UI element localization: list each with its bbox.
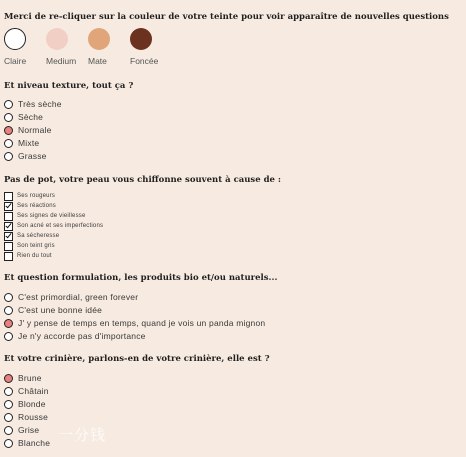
option-label: C'est une bonne idée — [18, 305, 103, 315]
radio-button-selected[interactable] — [4, 126, 13, 135]
texture-option[interactable] — [4, 150, 47, 162]
radio-button[interactable] — [4, 100, 13, 109]
swatch-foncee[interactable] — [130, 28, 172, 66]
radio-button[interactable] — [4, 113, 13, 122]
radio-button[interactable] — [4, 387, 13, 396]
radio-button-selected[interactable] — [4, 319, 13, 328]
concern-option[interactable] — [4, 211, 86, 221]
checkbox-checked[interactable] — [4, 232, 13, 241]
option-label: C'est primordial, green forever — [18, 292, 139, 302]
texture-option[interactable] — [4, 137, 39, 149]
option-label: Mixte — [18, 138, 40, 148]
checkbox[interactable] — [4, 242, 13, 251]
checkbox-checked[interactable] — [4, 202, 13, 211]
texture-question-title: Et niveau texture, tout ça ? — [4, 81, 134, 91]
concern-option[interactable] — [4, 241, 55, 251]
radio-button[interactable] — [4, 439, 13, 448]
hair-option[interactable] — [4, 437, 50, 449]
concern-option[interactable] — [4, 201, 56, 211]
texture-option[interactable] — [4, 111, 43, 123]
radio-button[interactable] — [4, 152, 13, 161]
checkbox[interactable] — [4, 212, 13, 221]
option-label: Blonde — [18, 399, 46, 409]
radio-button[interactable] — [4, 426, 13, 435]
option-label: Très sèche — [18, 99, 62, 109]
formulation-option[interactable] — [4, 317, 265, 329]
option-label: Rousse — [18, 412, 49, 422]
swatch-medium[interactable] — [46, 28, 88, 66]
option-label: Rien du tout — [17, 253, 52, 259]
option-label: Sèche — [18, 112, 44, 122]
option-label: J' y pense de temps en temps, quand je vois un panda mignon — [18, 318, 266, 328]
radio-button[interactable] — [4, 293, 13, 302]
option-label: Son acné et ses imperfections — [17, 223, 104, 229]
hair-question-title: Et votre crinière, parlons-en de votre crinière, elle est ? — [4, 354, 270, 364]
swatch-mate[interactable] — [88, 28, 130, 66]
texture-option[interactable] — [4, 124, 52, 136]
radio-button-selected[interactable] — [4, 374, 13, 383]
concern-option[interactable] — [4, 221, 103, 231]
skin-concerns-question-title: Pas de pot, votre peau vous chiffonne souvent à cause de : — [4, 175, 282, 185]
formulation-question-title: Et question formulation, les produits bio et/ou naturels... — [4, 273, 278, 283]
radio-button[interactable] — [4, 332, 13, 341]
radio-button[interactable] — [4, 306, 13, 315]
radio-button[interactable] — [4, 413, 13, 422]
swatch-label: Claire — [4, 56, 27, 66]
option-label: Je n'y accorde pas d'importance — [18, 331, 146, 341]
option-label: Brune — [18, 373, 42, 383]
hair-option[interactable] — [4, 385, 49, 397]
option-label: Châtain — [18, 386, 49, 396]
option-label: Ses signes de vieillesse — [17, 213, 86, 219]
skin-tone-swatches — [4, 28, 172, 66]
swatch-claire-color[interactable] — [4, 28, 26, 50]
option-label: Normale — [18, 125, 52, 135]
watermark: 一分钱 — [58, 427, 107, 444]
option-label: Grasse — [18, 151, 47, 161]
hair-option[interactable] — [4, 372, 42, 384]
checkbox-checked[interactable] — [4, 222, 13, 231]
swatch-label: Medium — [46, 56, 77, 66]
concern-option[interactable] — [4, 231, 59, 241]
swatch-foncee-color[interactable] — [130, 28, 152, 50]
hair-option[interactable] — [4, 424, 39, 436]
texture-option[interactable] — [4, 98, 62, 110]
option-label: Sa sécheresse — [17, 233, 60, 239]
formulation-option[interactable] — [4, 330, 146, 342]
option-label: Ses rougeurs — [17, 193, 56, 199]
radio-button[interactable] — [4, 400, 13, 409]
option-label: Blanche — [18, 438, 51, 448]
swatch-label: Foncée — [130, 56, 159, 66]
swatch-mate-color[interactable] — [88, 28, 110, 50]
concern-option[interactable] — [4, 251, 52, 261]
swatch-label: Mate — [88, 56, 107, 66]
swatch-medium-color[interactable] — [46, 28, 68, 50]
formulation-option[interactable] — [4, 304, 102, 316]
formulation-option[interactable] — [4, 291, 138, 303]
hair-option[interactable] — [4, 411, 48, 423]
hair-option[interactable] — [4, 398, 46, 410]
swatch-claire[interactable] — [4, 28, 46, 66]
radio-button[interactable] — [4, 139, 13, 148]
checkbox[interactable] — [4, 192, 13, 201]
option-label: Son teint gris — [17, 243, 55, 249]
option-label: Ses réactions — [17, 203, 56, 209]
checkbox[interactable] — [4, 252, 13, 261]
option-label: Grise — [18, 425, 40, 435]
skin-tone-question-title: Merci de re-cliquer sur la couleur de votre teinte pour voir apparaître de nouvelles questions — [4, 12, 449, 22]
concern-option[interactable] — [4, 191, 55, 201]
